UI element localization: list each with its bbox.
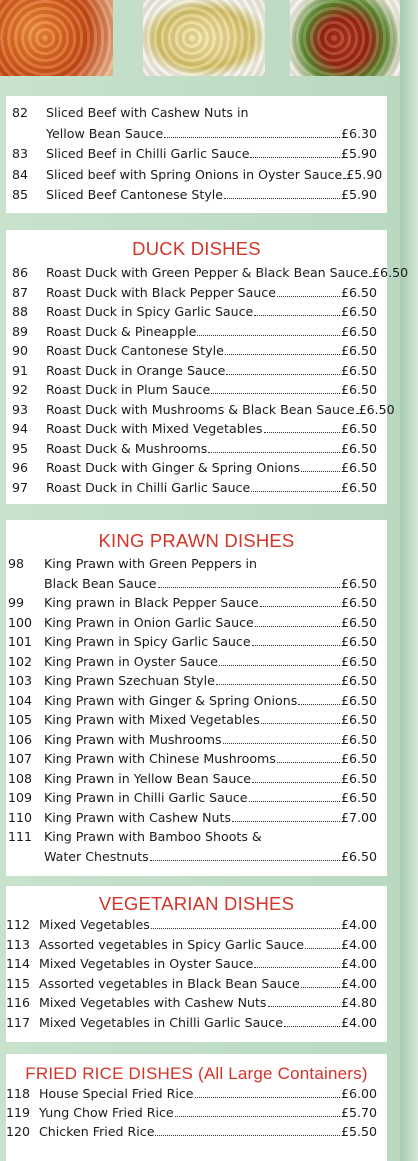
dotted-leader (301, 470, 340, 472)
menu-item-line (44, 732, 377, 747)
dotted-leader (164, 136, 340, 138)
menu-item-number: 110 (8, 809, 33, 825)
menu-item-line (44, 771, 377, 786)
menu-item-price: £6.50 (340, 790, 377, 805)
menu-item-number: 119 (6, 1105, 31, 1121)
menu-item-number: 82 (12, 105, 29, 120)
menu-item-name: Mixed Vegetables (39, 917, 150, 932)
menu-item-price: £4.00 (340, 917, 377, 932)
menu-item-price: £4.00 (340, 1014, 377, 1030)
menu-item-name: Roast Duck & Pineapple (46, 323, 197, 339)
menu-item-row (6, 460, 387, 480)
menu-item-price: £6.50 (340, 653, 377, 669)
menu-item-row (6, 654, 387, 674)
dotted-leader (249, 800, 340, 802)
menu-item-line (46, 421, 377, 436)
menu-item-number: 88 (12, 304, 29, 319)
menu-item-price: £7.00 (340, 809, 377, 825)
vegetarian-section-title: VEGETARIAN DISHES (98, 893, 295, 914)
menu-item-row (6, 363, 387, 383)
menu-item-line (44, 849, 377, 864)
menu-item-name: King Prawn Szechuan Style (44, 673, 215, 688)
menu-item-row (6, 693, 387, 713)
menu-item-number: 83 (12, 146, 29, 161)
menu-item-price: £4.00 (340, 936, 377, 952)
menu-item-line (44, 576, 377, 591)
beef-dishes-panel (6, 96, 387, 213)
menu-item-name: Mixed Vegetables in Chilli Garlic Sauce (39, 1014, 283, 1030)
menu-item-number: 114 (6, 956, 31, 971)
menu-item-number: 120 (6, 1124, 31, 1140)
photo-strip (0, 0, 418, 80)
dotted-leader (356, 412, 358, 414)
king-prawn-section-title: KING PRAWN DISHES (98, 530, 295, 551)
menu-item-price: £6.50 (340, 712, 377, 727)
menu-item-price: £5.70 (340, 1105, 377, 1121)
menu-item-price: £6.50 (340, 323, 377, 339)
menu-item-line (44, 810, 377, 825)
menu-item-line (46, 441, 377, 456)
menu-item-line (39, 1086, 377, 1101)
menu-item-row (6, 1124, 387, 1144)
menu-item-number: 106 (8, 731, 33, 747)
menu-item-name: King Prawn with Mixed Vegetables (44, 712, 260, 727)
menu-item-name: King Prawn in Chilli Garlic Sauce (44, 790, 248, 805)
dotted-leader (197, 334, 340, 336)
dotted-leader (301, 986, 340, 988)
menu-item-row (6, 917, 387, 937)
menu-item-line (46, 304, 377, 319)
menu-item-name: Mixed Vegetables with Cashew Nuts (39, 995, 267, 1010)
menu-item-line (46, 401, 395, 417)
menu-item-name: Roast Duck with Mushrooms & Black Bean Sauce (46, 401, 355, 417)
menu-item-price: £4.00 (340, 956, 377, 971)
menu-item-number: 118 (6, 1086, 31, 1101)
dotted-leader (298, 703, 340, 705)
menu-item-row (6, 441, 387, 461)
menu-item-price: £6.50 (340, 770, 377, 786)
menu-item-name: Chicken Fried Rice (39, 1124, 155, 1140)
menu-item-price: £5.90 (340, 187, 377, 202)
menu-item-name: Roast Duck Cantonese Style (46, 343, 224, 358)
menu-item-row (6, 382, 387, 402)
dotted-leader (277, 761, 340, 763)
menu-item-line (44, 654, 377, 669)
menu-item-name: King Prawn in Yellow Bean Sauce (44, 770, 252, 786)
menu-item-price: £6.50 (340, 460, 377, 475)
menu-item-name: Roast Duck in Orange Sauce (46, 362, 226, 378)
dotted-leader (175, 1115, 340, 1117)
menu-item-name: Sliced Beef in Chilli Garlic Sauce (46, 146, 250, 161)
menu-item-name: King prawn in Black Pepper Sauce (44, 595, 259, 610)
menu-item-row (6, 265, 409, 285)
menu-item-row (6, 126, 387, 146)
dotted-leader (264, 431, 340, 433)
menu-item-name: Roast Duck with Mixed Vegetables (46, 421, 263, 436)
menu-item-name: King Prawn in Spicy Garlic Sauce (44, 634, 251, 649)
dotted-leader (261, 722, 340, 724)
menu-item-price: £4.80 (340, 995, 377, 1010)
menu-item-price: £6.50 (340, 421, 377, 436)
menu-item-name: Sliced beef with Spring Onions in Oyster Sauce (46, 166, 343, 182)
menu-item-line (39, 1015, 377, 1030)
menu-item-name: Roast Duck with Ginger & Spring Onions (46, 460, 301, 475)
menu-item-row (6, 480, 387, 500)
menu-item-row (6, 105, 387, 125)
dotted-leader (224, 197, 340, 199)
menu-item-number: 86 (12, 265, 29, 280)
menu-item-line (44, 751, 377, 766)
menu-item-row (6, 1015, 387, 1035)
menu-item-number: 103 (8, 673, 33, 688)
menu-item-row (6, 751, 387, 771)
menu-item-row (6, 673, 387, 693)
menu-item-price: £6.50 (340, 362, 377, 378)
menu-item-row (6, 285, 387, 305)
vegetarian-dishes-panel (6, 886, 387, 1042)
dotted-leader (195, 1096, 340, 1098)
menu-item-row (6, 634, 387, 654)
menu-item-number: 113 (6, 936, 31, 952)
menu-item-price: £6.00 (340, 1086, 377, 1101)
dotted-leader (284, 1025, 340, 1027)
menu-item-line (44, 595, 377, 610)
menu-item-name: Roast Duck & Mushrooms (46, 440, 208, 456)
menu-item-name: King Prawn in Oyster Sauce (44, 653, 218, 669)
egg-fried-rice-photo (143, 0, 265, 76)
menu-item-name: Black Bean Sauce (44, 575, 157, 591)
menu-item-number: 100 (8, 614, 33, 630)
menu-item-name: Roast Duck with Black Pepper Sauce (46, 284, 276, 300)
dotted-leader (211, 392, 340, 394)
menu-item-row (6, 343, 387, 363)
sweet-and-sour-chicken-photo (0, 0, 113, 76)
menu-item-row (6, 576, 387, 596)
menu-item-name: Yung Chow Fried Rice (39, 1105, 174, 1121)
menu-item-price: £6.50 (340, 692, 377, 708)
dotted-leader (260, 605, 340, 607)
fried-rice-section-title: FRIED RICE DISHES (All Large Containers) (25, 1064, 368, 1083)
menu-item-number: 117 (6, 1014, 31, 1030)
menu-item-number: 104 (8, 692, 33, 708)
menu-item-number: 108 (8, 770, 33, 786)
menu-item-number: 97 (12, 479, 29, 495)
menu-item-price: £6.50 (340, 575, 377, 591)
menu-item-line (46, 166, 383, 182)
dotted-leader (151, 927, 340, 929)
dotted-leader (252, 781, 340, 783)
duck-dishes-panel (6, 230, 409, 504)
dotted-leader (208, 451, 340, 453)
menu-item-row (6, 595, 387, 615)
menu-item-line (46, 324, 377, 339)
dotted-leader (254, 314, 340, 316)
menu-item-line (44, 615, 377, 630)
menu-item-name: Roast Duck in Chilli Garlic Sauce (46, 479, 251, 495)
menu-item-number: 92 (12, 382, 29, 397)
menu-item-row (6, 937, 387, 957)
menu-item-line (44, 634, 377, 649)
menu-item-line (39, 1124, 377, 1139)
menu-item-row (6, 732, 387, 752)
menu-item-line (39, 1105, 377, 1120)
menu-item-line (46, 105, 377, 120)
menu-item-row (6, 146, 387, 166)
chilli-beef-photo (290, 0, 400, 76)
menu-item-name: King Prawn with Mushrooms (44, 731, 222, 747)
menu-item-price: £6.30 (340, 125, 377, 141)
menu-item-name: Assorted vegetables in Black Bean Sauce (39, 975, 300, 991)
menu-item-row (6, 771, 387, 791)
menu-item-price: £6.50 (340, 731, 377, 747)
menu-item-name: Roast Duck in Plum Sauce (46, 382, 211, 397)
menu-item-price: £6.50 (340, 595, 377, 610)
menu-item-name: King Prawn with Chinese Mushrooms (44, 751, 276, 766)
menu-item-number: 116 (6, 995, 31, 1010)
dotted-leader (219, 664, 340, 666)
menu-item-row (6, 810, 387, 830)
menu-item-line (39, 917, 377, 932)
dotted-leader (216, 683, 340, 685)
menu-item-row (6, 421, 387, 441)
menu-item-number: 94 (12, 421, 29, 436)
dotted-leader (369, 275, 371, 277)
dotted-leader (150, 859, 340, 861)
menu-item-number: 89 (12, 323, 29, 339)
menu-item-number: 90 (12, 343, 29, 358)
menu-item-row (6, 1086, 387, 1106)
menu-item-price: £6.50 (340, 673, 377, 688)
menu-item-name: Yellow Bean Sauce (46, 125, 164, 141)
menu-item-number: 101 (8, 634, 33, 649)
duck-section-title: DUCK DISHES (132, 238, 261, 259)
menu-item-line (44, 693, 377, 708)
menu-item-line (44, 790, 377, 805)
menu-item-row (6, 976, 387, 996)
menu-item-name: King Prawn with Green Peppers in (44, 556, 258, 571)
menu-item-price: £6.50 (340, 479, 377, 495)
menu-item-name: House Special Fried Rice (39, 1086, 194, 1101)
menu-item-name: King Prawn in Onion Garlic Sauce (44, 614, 254, 630)
menu-item-price: £6.50 (340, 848, 377, 864)
dotted-leader (158, 586, 340, 588)
dotted-leader (232, 820, 340, 822)
menu-item-line (44, 712, 377, 727)
menu-item-number: 91 (12, 362, 29, 378)
menu-item-number: 84 (12, 166, 29, 182)
menu-item-price: £6.50 (340, 440, 377, 456)
menu-item-price: £6.50 (340, 751, 377, 766)
menu-item-line (46, 363, 377, 378)
menu-item-name: King Prawn with Ginger & Spring Onions (44, 692, 298, 708)
menu-item-row (6, 956, 387, 976)
menu-item-row (6, 995, 387, 1015)
menu-item-number: 87 (12, 284, 29, 300)
menu-item-price: £6.50 (358, 401, 395, 417)
menu-item-row (6, 712, 387, 732)
menu-item-number: 115 (6, 975, 31, 991)
menu-item-price: £6.50 (340, 343, 377, 358)
menu-item-price: £6.50 (372, 265, 409, 280)
menu-item-line (39, 995, 377, 1010)
menu-item-row (6, 829, 387, 849)
menu-item-row (6, 324, 387, 344)
menu-item-number: 102 (8, 653, 33, 669)
menu-item-line (44, 556, 377, 571)
dotted-leader (277, 295, 340, 297)
menu-item-price: £5.90 (346, 166, 383, 182)
menu-item-line (46, 146, 377, 161)
dotted-leader (255, 625, 340, 627)
menu-item-number: 109 (8, 790, 33, 805)
dotted-leader (254, 966, 340, 968)
dotted-leader (250, 156, 340, 158)
menu-item-price: £4.00 (340, 975, 377, 991)
menu-item-line (46, 265, 409, 280)
menu-item-name: King Prawn with Cashew Nuts (44, 809, 232, 825)
menu-item-line (46, 285, 377, 300)
menu-item-row (6, 556, 387, 576)
menu-item-price: £6.50 (340, 382, 377, 397)
menu-item-row (6, 849, 387, 869)
menu-item-price: £6.50 (340, 634, 377, 649)
menu-item-number: 96 (12, 460, 29, 475)
menu-item-price: £6.50 (340, 304, 377, 319)
menu-item-number: 105 (8, 712, 33, 727)
menu-item-name: Roast Duck in Spicy Garlic Sauce (46, 304, 254, 319)
menu-item-line (46, 382, 377, 397)
menu-item-line (46, 480, 377, 495)
menu-item-line (39, 937, 377, 952)
dotted-leader (223, 742, 340, 744)
menu-item-price: £6.50 (340, 614, 377, 630)
dotted-leader (343, 177, 345, 179)
dotted-leader (252, 644, 340, 646)
menu-item-row (6, 304, 387, 324)
menu-item-number: 112 (6, 917, 31, 932)
dotted-leader (305, 947, 340, 949)
menu-item-name: Mixed Vegetables in Oyster Sauce (39, 956, 254, 971)
menu-item-line (44, 829, 377, 844)
dotted-leader (251, 490, 340, 492)
menu-item-name: Assorted vegetables in Spicy Garlic Sauce (39, 936, 305, 952)
dotted-leader (268, 1005, 340, 1007)
menu-item-number: 99 (8, 595, 25, 610)
menu-item-name: King Prawn with Bamboo Shoots & (44, 829, 262, 844)
menu-item-name: Sliced Beef with Cashew Nuts in (46, 105, 249, 120)
menu-item-line (46, 460, 377, 475)
page-edge (400, 0, 418, 1161)
menu-item-number: 111 (8, 829, 33, 844)
menu-item-price: £6.50 (340, 284, 377, 300)
fried-rice-dishes-panel (6, 1054, 387, 1161)
menu-item-row (6, 167, 387, 187)
menu-item-number: 98 (8, 556, 25, 571)
king-prawn-dishes-panel (6, 520, 387, 876)
menu-item-number: 107 (8, 751, 33, 766)
menu-item-row (6, 401, 395, 422)
menu-item-line (39, 956, 377, 971)
menu-item-line (46, 126, 377, 141)
menu-item-number: 93 (12, 401, 29, 417)
menu-item-row (6, 187, 387, 207)
menu-item-price: £5.90 (340, 146, 377, 161)
menu-item-number: 85 (12, 187, 29, 202)
menu-item-row (6, 790, 387, 810)
menu-item-line (46, 343, 377, 358)
menu-item-number: 95 (12, 440, 29, 456)
menu-item-price: £5.50 (340, 1124, 377, 1140)
menu-item-line (44, 673, 377, 688)
menu-item-name: Sliced Beef Cantonese Style (46, 187, 224, 202)
dotted-leader (226, 373, 340, 375)
menu-item-name: Roast Duck with Green Pepper & Black Bean Sauce (46, 265, 369, 280)
menu-item-name: Water Chestnuts (44, 848, 149, 864)
menu-item-line (46, 187, 377, 202)
menu-item-row (6, 1105, 387, 1125)
dotted-leader (225, 353, 340, 355)
menu-item-line (39, 976, 377, 991)
menu-item-row (6, 615, 387, 635)
dotted-leader (155, 1134, 339, 1136)
